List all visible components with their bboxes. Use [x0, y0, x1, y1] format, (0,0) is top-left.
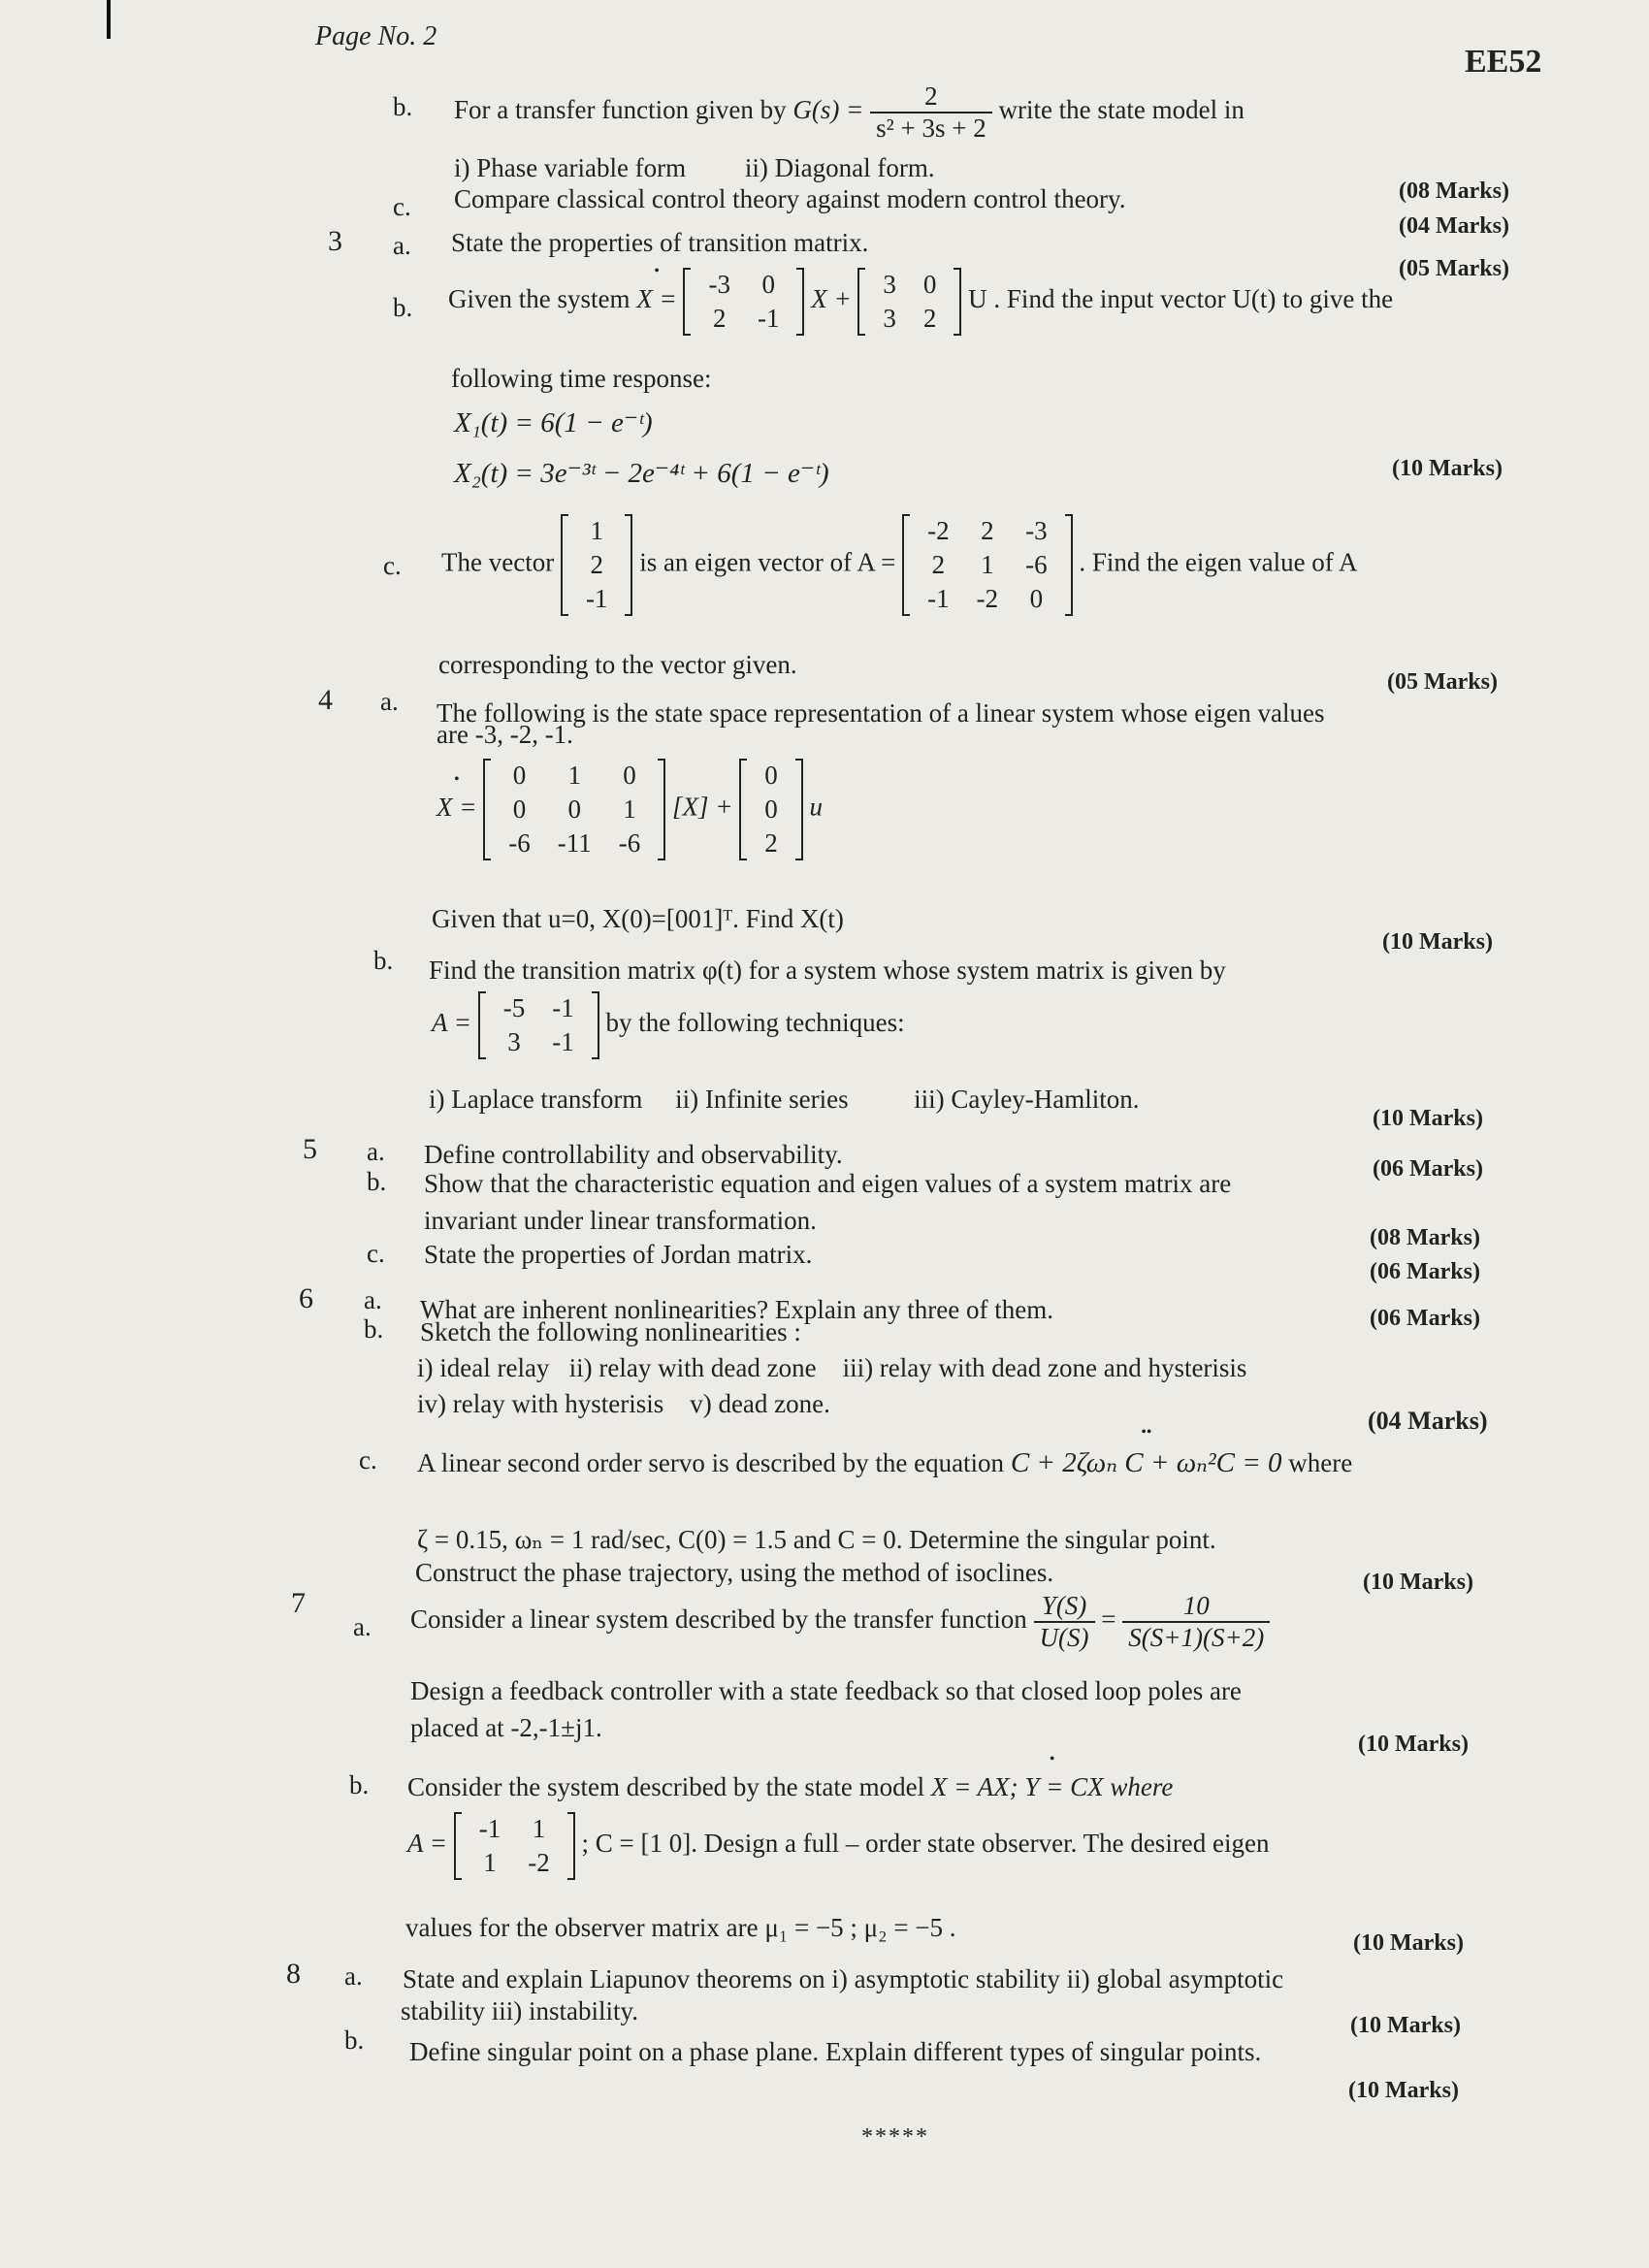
q3b-x2: X₂(t) = 3e⁻³ᵗ − 2e⁻⁴ᵗ + 6(1 − e⁻ᵗ) — [454, 458, 829, 489]
q5a-text: Define controllability and observability. — [424, 1140, 843, 1169]
q3b-b11: 3 — [883, 270, 896, 299]
q7a-lnum: Y(S) — [1034, 1591, 1095, 1623]
q4b-a21: 3 — [507, 1027, 521, 1056]
q4a-b3: 2 — [764, 828, 778, 858]
q4b-a22: -1 — [552, 1027, 574, 1056]
q6c-text1: A linear second order servo is described by the equation — [417, 1448, 1005, 1477]
q7b-line1 — [407, 1772, 1173, 1802]
q7a-line1 — [410, 1591, 1270, 1653]
q6b-line2: iv) relay with hysterisis v) dead zone. — [417, 1389, 830, 1418]
q4b-text2: by the following techniques: — [605, 1008, 905, 1038]
q7-number: 7 — [291, 1587, 306, 1619]
q3c-text4: corresponding to the vector given. — [438, 650, 797, 679]
q2c-label: c. — [393, 192, 411, 221]
q4a-a12: 1 — [567, 761, 581, 790]
q7b-text2: ; C = [1 0]. Design a full – order state observer. The desired eigen — [581, 1829, 1270, 1859]
q6b-line1: i) ideal relay ii) relay with dead zone iii) relay with dead zone and hysterisis — [417, 1353, 1247, 1382]
q3a-marks: (05 Marks) — [1399, 256, 1509, 281]
q7b-model: • X = AX; Y = CX where — [931, 1772, 1173, 1802]
q7b-a21: 1 — [483, 1848, 497, 1877]
q7a-rnum: 10 — [1122, 1591, 1270, 1623]
q8b-label: b. — [344, 2025, 365, 2055]
q4a-b2: 0 — [764, 794, 778, 824]
q2b-text2: write the state model in — [998, 95, 1245, 125]
q5a-marks: (06 Marks) — [1373, 1156, 1483, 1182]
q7b-line2 — [407, 1812, 1270, 1880]
q3b-matrix-b — [857, 268, 961, 336]
q7b-a22: -2 — [528, 1848, 550, 1877]
q3c-a23: -6 — [1025, 550, 1048, 579]
q7b-lhs: A = — [407, 1829, 447, 1859]
q6c-label: c. — [359, 1445, 377, 1474]
q3c-vector — [561, 514, 633, 616]
q6b-marks: (04 Marks) — [1368, 1407, 1488, 1435]
q4b-marks: (10 Marks) — [1373, 1106, 1483, 1131]
q3b-plus: X + — [811, 284, 852, 314]
q4b-lhs: A = — [432, 1008, 471, 1038]
q4a-matrix-a — [483, 759, 665, 860]
q2b-fraction — [870, 81, 992, 144]
q7b-matrix-a — [454, 1812, 575, 1880]
q3b-a12: 0 — [761, 270, 775, 299]
q3c-a22: 1 — [981, 550, 994, 579]
q3c-a31: -1 — [927, 584, 950, 613]
q3c-label: c. — [383, 551, 402, 580]
q3b-a21: 2 — [712, 304, 727, 333]
q7a-rhs-fraction — [1122, 1591, 1270, 1653]
q6c-text3: Construct the phase trajectory, using the method of isoclines. — [415, 1558, 1054, 1587]
q4a-mid: [X] + — [671, 792, 733, 822]
q4a-text2: are -3, -2, -1. — [436, 720, 573, 749]
q7b-text1: Consider the system described by the state model — [407, 1772, 925, 1801]
q3c-matrix-a — [902, 514, 1073, 616]
subject-code: EE52 — [1465, 44, 1542, 80]
q2b-den: s² + 3s + 2 — [876, 113, 986, 143]
q4a-b1: 0 — [764, 761, 778, 790]
q4b-matrix-a — [478, 991, 599, 1059]
q4a-label: a. — [380, 687, 399, 716]
q4a-a13: 0 — [623, 761, 636, 790]
q3b-x1: X₁(t) = 6(1 − e⁻ᵗ) — [454, 407, 653, 438]
q5b-text1: Show that the characteristic equation and eigen values of a system matrix are — [424, 1169, 1232, 1198]
q4a-given: Given that u=0, X(0)=[001]ᵀ. Find X(t) — [432, 904, 844, 933]
page-number: Page No. 2 — [315, 21, 437, 51]
q3b-xdot: • X = — [636, 284, 676, 314]
q6a-text: What are inherent nonlinearities? Explain any three of them. — [420, 1295, 1053, 1324]
q4b-equation — [432, 991, 905, 1059]
q7a-text1: Consider a linear system described by the transfer function — [410, 1604, 1027, 1635]
q4b-label: b. — [373, 946, 394, 975]
q4a-a33: -6 — [618, 828, 641, 858]
q5c-text: State the properties of Jordan matrix. — [424, 1240, 813, 1269]
q3b-text2: U . Find the input vector U(t) to give the — [968, 284, 1394, 314]
q4a-equation — [436, 759, 823, 860]
q7a-marks: (10 Marks) — [1358, 1732, 1469, 1757]
q3c-a12: 2 — [981, 516, 994, 545]
q7b-label: b. — [349, 1770, 370, 1799]
q5b-marks: (08 Marks) — [1370, 1225, 1480, 1250]
q7b-marks: (10 Marks) — [1353, 1930, 1464, 1956]
q3b-matrix-a — [683, 268, 804, 336]
q3b-a11: -3 — [708, 270, 730, 299]
q3c-a33: 0 — [1029, 584, 1044, 613]
q2b-marks: (08 Marks) — [1399, 178, 1509, 204]
q4a-a11: 0 — [512, 761, 527, 790]
q6c-text1b: where — [1288, 1448, 1353, 1477]
q7a-text3: placed at -2,-1±j1. — [410, 1713, 602, 1742]
q3b-b12: 0 — [922, 270, 937, 299]
q8-number: 8 — [286, 1958, 301, 1990]
q8a-marks: (10 Marks) — [1350, 2013, 1461, 2038]
q4a-a22: 0 — [567, 794, 581, 824]
q4a-a23: 1 — [623, 794, 636, 824]
q3c-marks: (05 Marks) — [1387, 669, 1498, 695]
q8a-text2: stability iii) instability. — [401, 1996, 638, 2025]
q3b-label: b. — [393, 293, 413, 322]
q4a-text1: The following is the state space representation of a linear system whose eigen values — [436, 698, 1325, 728]
q4a-matrix-b — [739, 759, 803, 860]
q5b-text2: invariant under linear transformation. — [424, 1206, 817, 1235]
q3b-b22: 2 — [922, 304, 937, 333]
q2b-num: 2 — [870, 81, 992, 113]
q7a-rden: S(S+1)(S+2) — [1128, 1623, 1265, 1652]
q5a-label: a. — [367, 1137, 385, 1166]
q3b-b21: 3 — [883, 304, 896, 333]
q7b-text3: values for the observer matrix are μ₁ = −5 ; μ₂ = −5 . — [405, 1913, 956, 1942]
q2b-label: b. — [393, 92, 413, 121]
q3b-marks: (10 Marks) — [1392, 456, 1503, 481]
q6c-marks: (10 Marks) — [1363, 1570, 1473, 1595]
q6c-line1 — [417, 1445, 1352, 1479]
q8a-label: a. — [344, 1961, 363, 1991]
q7b-a11: -1 — [478, 1814, 501, 1843]
q4a-xdot: • X = — [436, 793, 476, 823]
q2b-text1: For a transfer function given by — [454, 95, 787, 125]
q4b-a12: -1 — [552, 993, 574, 1022]
q6b-text: Sketch the following nonlinearities : — [420, 1317, 801, 1346]
q8a-text1: State and explain Liapunov theorems on i) asymptotic stability ii) global asymptotic — [403, 1964, 1284, 1993]
q3c-a21: 2 — [931, 550, 946, 579]
q7a-lden: U(S) — [1039, 1623, 1089, 1652]
q8b-text: Define singular point on a phase plane. Explain different types of singular points. — [409, 2037, 1262, 2066]
q3c-a32: -2 — [976, 584, 999, 613]
q3c-v3: -1 — [585, 584, 608, 613]
q4a-a21: 0 — [512, 794, 527, 824]
q3b-text1: Given the system — [448, 284, 630, 314]
q3c-v2: 2 — [590, 550, 603, 579]
q6c-eq: •• C + 2ζωₙ C + ωₙ²C = 0 — [1011, 1445, 1282, 1479]
q3c-a13: -3 — [1025, 516, 1048, 545]
q4b-a11: -5 — [502, 993, 526, 1022]
q4a-a32: -11 — [557, 828, 592, 858]
q3c-equation — [441, 514, 1358, 616]
q3c-text1: The vector — [441, 547, 555, 577]
q6a-label: a. — [364, 1285, 382, 1314]
q3b-text3: following time response: — [451, 364, 712, 393]
q6-number: 6 — [299, 1282, 313, 1314]
q4a-a31: -6 — [508, 828, 531, 858]
page-edge-mark — [107, 0, 111, 39]
q2b-lhs: G(s) = — [792, 95, 864, 125]
q5c-label: c. — [367, 1239, 385, 1268]
q6a-marks: (06 Marks) — [1370, 1306, 1480, 1331]
q8b-marks: (10 Marks) — [1348, 2078, 1459, 2103]
q3c-text3: . Find the eigen value of A — [1079, 547, 1358, 577]
q6b-label: b. — [364, 1314, 384, 1344]
q3c-text2: is an eigen vector of A = — [639, 547, 896, 577]
q3a-label: a. — [393, 231, 411, 260]
q4b-techniques: i) Laplace transform ii) Infinite series iii) Cayley-Hamliton. — [429, 1085, 1140, 1114]
q3a-text: State the properties of transition matrix. — [451, 228, 869, 257]
q3b-a22: -1 — [757, 304, 780, 333]
q2c-text: Compare classical control theory against modern control theory. — [454, 184, 1126, 213]
end-stars: ***** — [861, 2124, 929, 2150]
q6c-text2: ζ = 0.15, ωₙ = 1 rad/sec, C(0) = 1.5 and C = 0. Determine the singular point. — [417, 1525, 1216, 1554]
q7a-lhs-fraction — [1034, 1591, 1095, 1653]
q3c-v1: 1 — [590, 516, 603, 545]
q2b-question — [454, 81, 1245, 144]
q7b-a12: 1 — [532, 1814, 546, 1843]
q3c-a11: -2 — [927, 516, 950, 545]
q3b-equation — [448, 268, 1393, 336]
q7a-text2: Design a feedback controller with a state feedback so that closed loop poles are — [410, 1676, 1242, 1705]
q2c-marks: (04 Marks) — [1399, 213, 1509, 239]
q7a-equals: = — [1101, 1604, 1116, 1635]
q3-number: 3 — [328, 225, 342, 257]
q4-number: 4 — [318, 684, 333, 716]
q5c-marks: (06 Marks) — [1370, 1259, 1480, 1284]
q4a-marks: (10 Marks) — [1382, 929, 1493, 955]
q5-number: 5 — [303, 1133, 317, 1165]
q4a-u: u — [809, 792, 823, 822]
q2b-forms: i) Phase variable form ii) Diagonal form. — [454, 153, 935, 182]
q4b-text1: Find the transition matrix φ(t) for a system whose system matrix is given by — [429, 956, 1226, 985]
q7a-label: a. — [353, 1612, 372, 1641]
q5b-label: b. — [367, 1167, 387, 1196]
